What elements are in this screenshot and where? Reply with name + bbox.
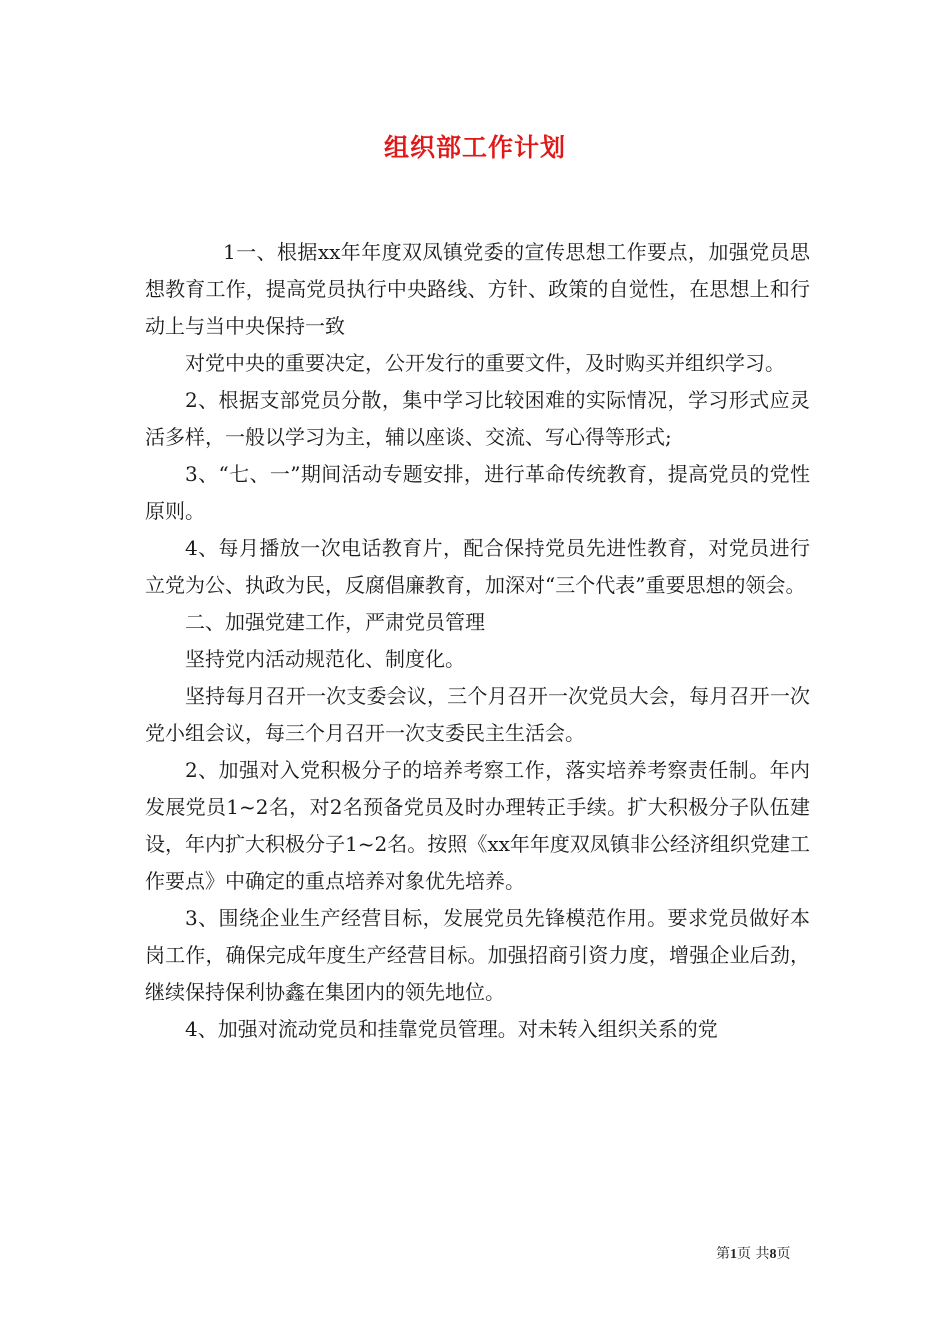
paragraph: 1一、根据xx年年度双凤镇党委的宣传思想工作要点，加强党员思想教育工作，提高党员执行中央路线、方针、政策的自觉性，在思想上和行动上与当中央保持一致 <box>145 240 810 338</box>
paragraph: 坚持党内活动规范化、制度化。 <box>185 647 465 671</box>
footer-prefix: 第 <box>716 1246 730 1262</box>
paragraph: 对党中央的重要决定，公开发行的重要文件，及时购买并组织学习。 <box>185 351 785 375</box>
paragraph: 4、每月播放一次电话教育片，配合保持党员先进性教育，对党员进行立党为公、执政为民，反腐倡廉教育，加深对“三个代表”重要思想的领会。 <box>145 536 810 597</box>
section-heading: 二、加强党建工作，严肃党员管理 <box>185 610 485 634</box>
paragraph: 4、加强对流动党员和挂靠党员管理。对未转入组织关系的党 <box>185 1017 718 1041</box>
paragraph: 2、加强对入党积极分子的培养考察工作，落实培养考察责任制。年内发展党员1~2名，对2名预备党员及时办理转正手续。扩大积极分子队伍建设，年内扩大积极分子1~2名。按照《xx年年度双凤镇非公经济组织党建工作要点》中确定的重点培养对象优先培养。 <box>145 758 810 893</box>
footer-suffix: 页 <box>776 1246 791 1262</box>
paragraph: 2、根据支部党员分散，集中学习比较困难的实际情况，学习形式应灵活多样，一般以学习为主，辅以座谈、交流、写心得等形式; <box>145 388 810 449</box>
document-body <box>145 234 810 1048</box>
footer-middle: 页 共 <box>737 1246 770 1262</box>
document-title: 组织部工作计划 <box>383 133 566 162</box>
page-footer <box>716 1244 790 1265</box>
paragraph: 3、“七、一”期间活动专题安排，进行革命传统教育，提高党员的党性原则。 <box>145 462 810 523</box>
paragraph: 3、围绕企业生产经营目标，发展党员先锋模范作用。要求党员做好本岗工作，确保完成年度生产经营目标。加强招商引资力度，增强企业后劲，继续保持保利协鑫在集团内的领先地位。 <box>145 906 810 1004</box>
footer-page-number: 1 <box>730 1247 737 1262</box>
paragraph: 坚持每月召开一次支委会议，三个月召开一次党员大会，每月召开一次党小组会议，每三个月召开一次支委民主生活会。 <box>145 684 810 745</box>
footer-total-pages: 8 <box>769 1247 777 1262</box>
